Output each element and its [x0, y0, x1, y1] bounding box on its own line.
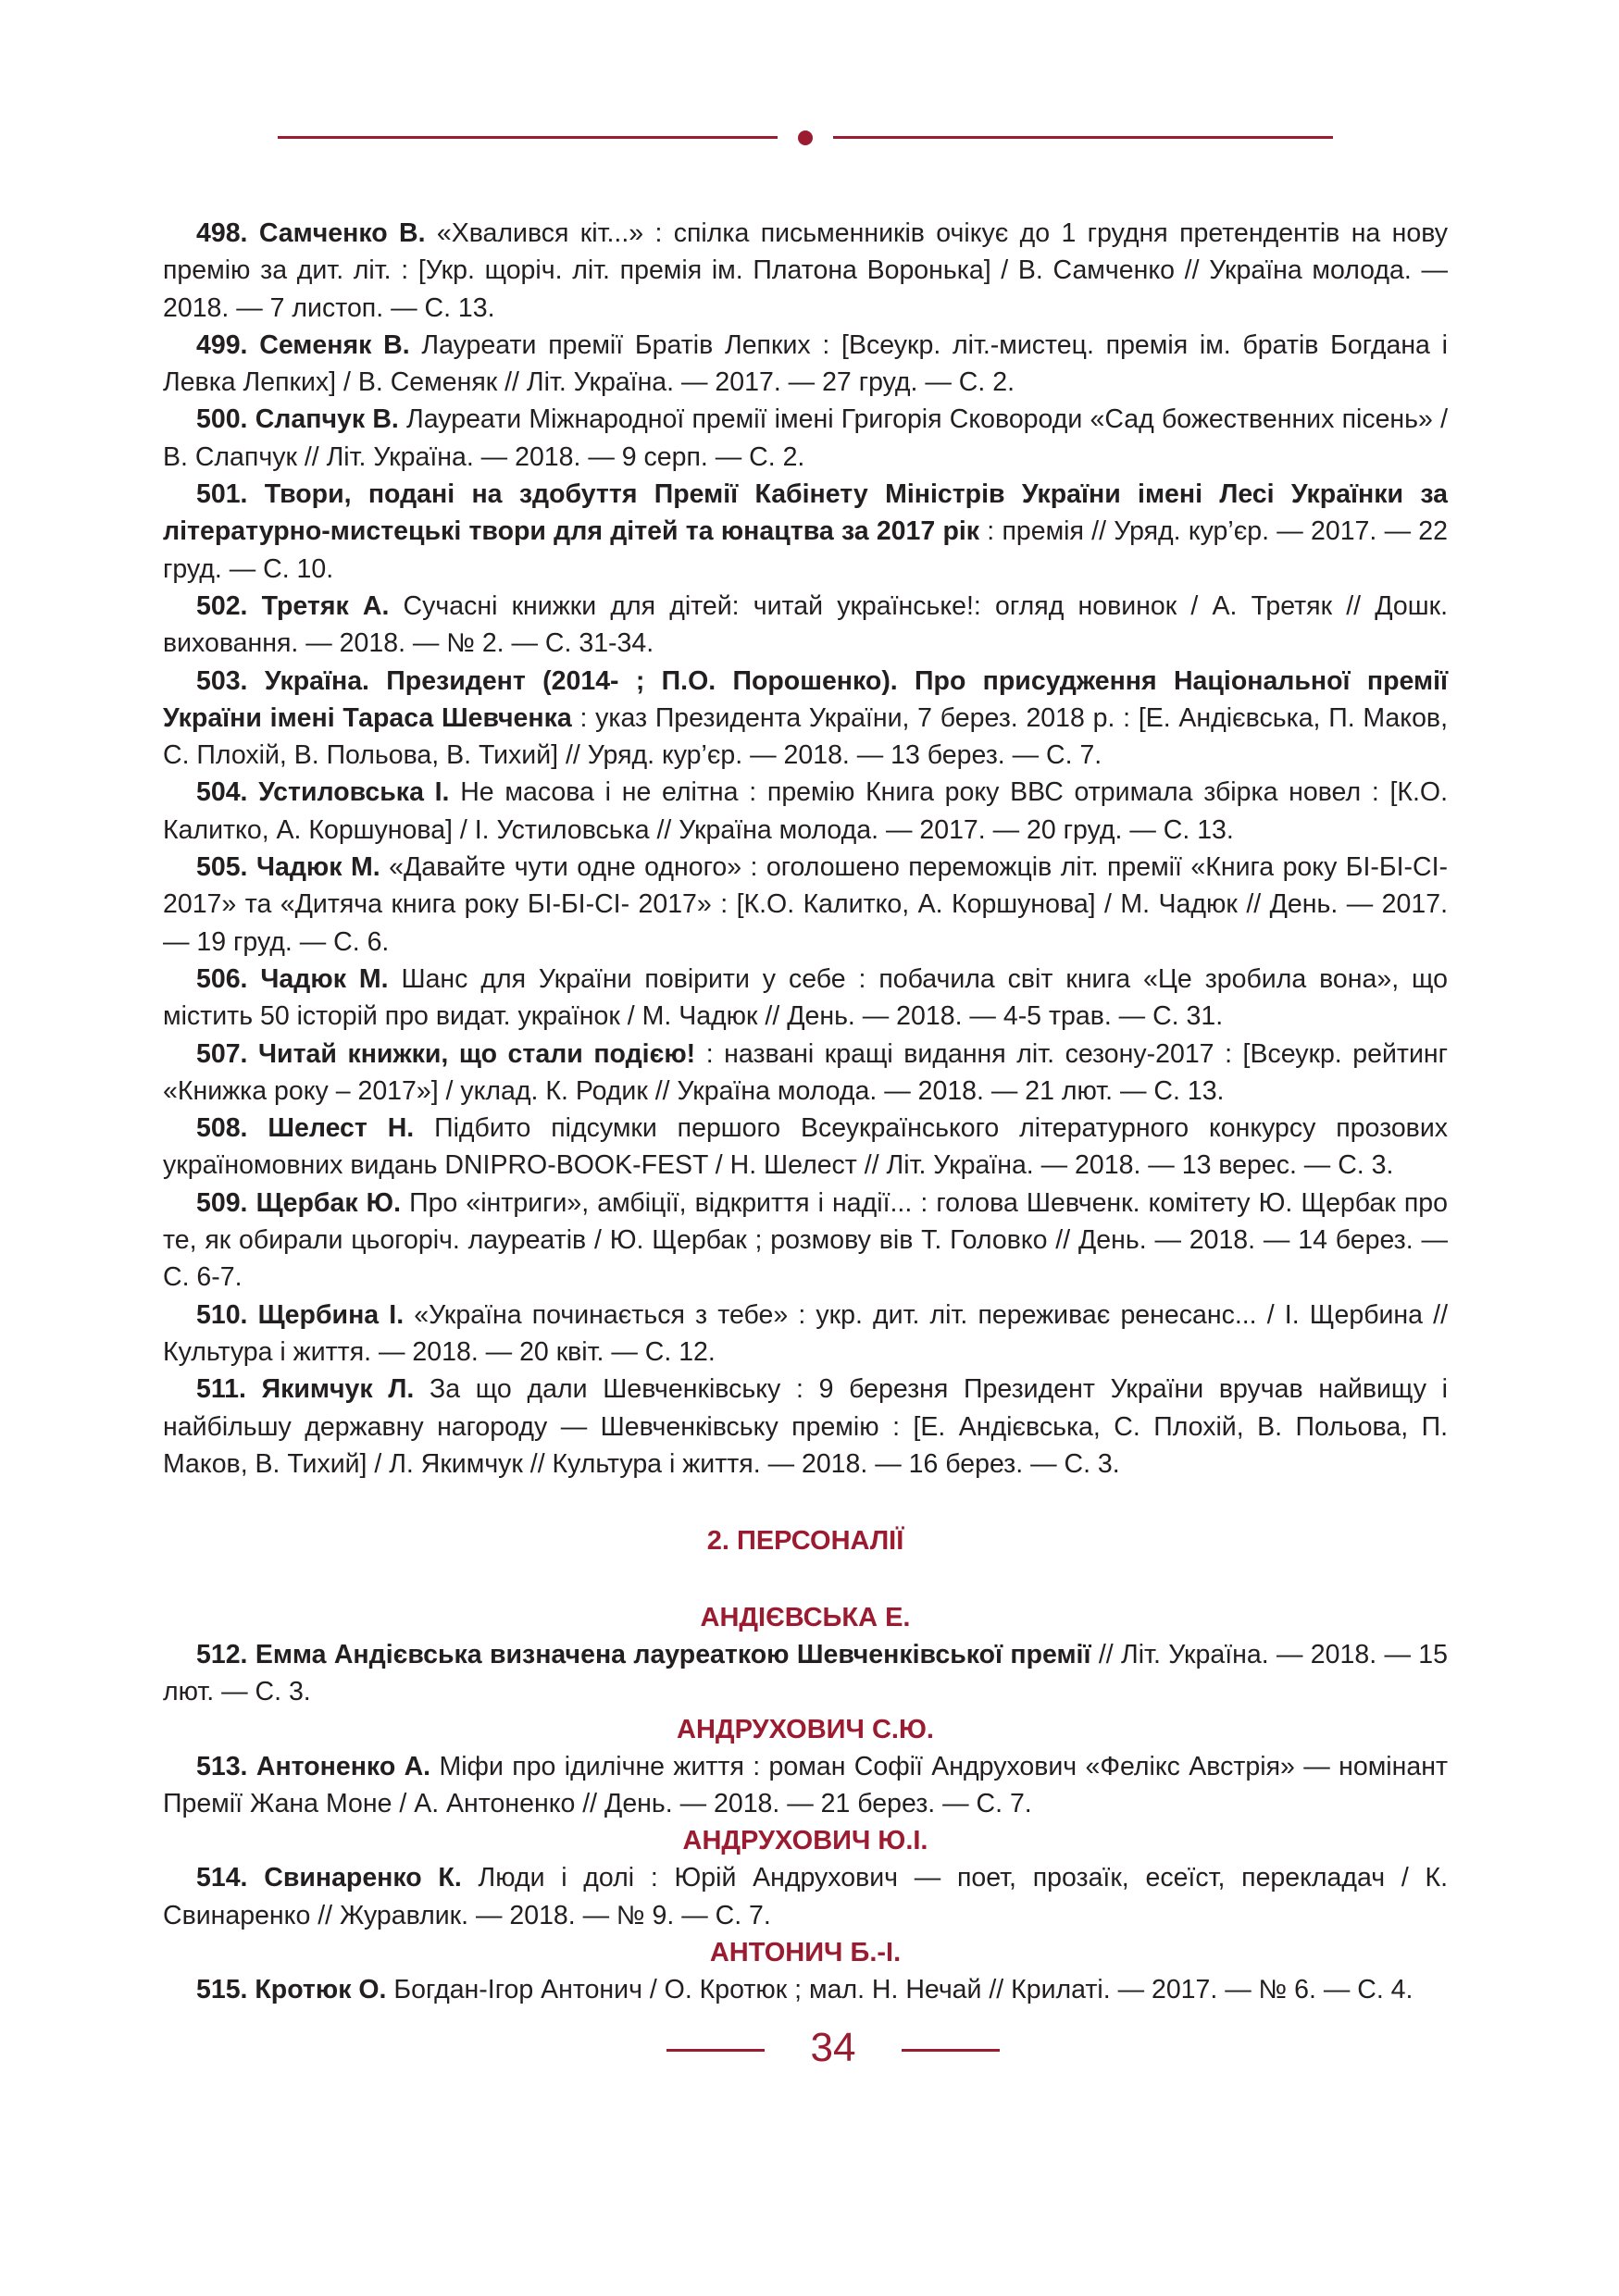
bibliography-entry: 515. Кротюк О. Богдан-Ігор Антонич / О. Кротюк ; мал. Н. Нечай // Крилаті. — 2017. — № 6. — С. 4. — [196, 1974, 1414, 2004]
person-heading: АНДРУХОВИЧ С.Ю. — [677, 1714, 934, 1744]
section-title: 2. ПЕРСОНАЛІЇ — [706, 1526, 904, 1557]
bibliography-entry: 511. Якимчук Л. За що дали Шевченківську : 9 березня Президент України вручав найвищу і найбільшу державну нагороду — Шевченківську премію : [Е. Андієвська, С. Плохій, В. Польова, П. Маков, В. Тихий] / Л. Якимчук // Культура і життя. — 2018. — 16 берез. — С. 3. — [163, 1374, 1448, 1479]
persons-section — [163, 1599, 1448, 2008]
bibliography-entry: 513. Антоненко А. Міфи про ідилічне життя : роман Софії Андрухович «Фелікс Австрія» — номінант Премії Жана Моне / А. Антоненко // День. — 2018. — 21 берез. — С. 7. — [163, 1751, 1449, 1818]
bibliography-entry: 507. Читай книжки, що стали подією! : названі кращі видання літ. сезону-2017 : [Всеукр. рейтинг «Книжка року – 2017»] / уклад. К. Родик // Україна молода. — 2018. — 21 лют. — С. 13. — [163, 1038, 1448, 1106]
bibliography-entry: 514. Свинаренко К. Люди і долі : Юрій Андрухович — поет, прозаїк, есеїст, перекладач / К. Свинаренко // Журавлик. — 2018. — № 9. — С. 7. — [163, 1863, 1448, 1930]
bibliography-entry: 509. Щербак Ю. Про «інтриги», амбіції, відкриття і надії... : голова Шевченк. комітету Ю. Щербак про те, як обирали цьогоріч. лауреатів / Ю. Щербак ; розмову вів Т. Головко // День. — 2018. — 14 берез. — С. 6-7. — [163, 1187, 1448, 1293]
bibliography-entry: 504. Устиловська І. Не масова і не елітна : премію Книга року ВВС отримала збірка новел : [К.О. Калитко, А. Коршунова] / І. Устиловська // Україна молода. — 2017. — 20 груд. — С. 13. — [163, 777, 1448, 845]
person-heading: АНТОНИЧ Б.-І. — [709, 1937, 902, 1967]
entries-list — [163, 215, 1448, 1483]
ornament-line-left — [278, 136, 778, 139]
bibliography-entry: 502. Третяк А. Сучасні книжки для дітей: читай українське!: огляд новинок / А. Третяк // Дошк. виховання. — 2018. — № 2. — С. 31-34. — [163, 590, 1448, 659]
bibliography-entry: 506. Чадюк М. Шанс для України повірити у себе : побачила світ книга «Це зробила вона», що містить 50 історій про видат. українок / М. Чадюк // День. — 2018. — 4-5 трав. — С. 31. — [163, 963, 1449, 1032]
person-heading: АНДІЄВСЬКА Е. — [700, 1603, 911, 1633]
bibliography-entry: 499. Семеняк В. Лауреати премії Братів Лепких : [Всеукр. літ.-мистец. премія ім. братів Богдана і Левка Лепких] / В. Семеняк // Літ. Україна. — 2017. — 27 груд. — С. 2. — [163, 329, 1449, 398]
ornament-dot — [798, 130, 813, 145]
bibliography-entry: 500. Слапчук В. Лауреати Міжнародної премії імені Григорія Сковороди «Сад божественних пісень» / В. Слапчук // Літ. Україна. — 2018. — 9 серп. — С. 2. — [163, 404, 1449, 472]
bibliography-entry: 512. Емма Андієвська визначена лауреаткою Шевченківської премії // Літ. Україна. — 2018. — 15 лют. — С. 3. — [163, 1640, 1448, 1707]
bibliography-content — [163, 215, 1448, 2008]
page-number: 34 — [810, 2025, 856, 2070]
footer-line-right — [902, 2049, 1000, 2052]
bibliography-entry: 508. Шелест Н. Підбито підсумки першого Всеукраїнського літературного конкурсу прозових україномовних видань DNIPRO-BOOK-FEST / Н. Шелест // Літ. Україна. — 2018. — 13 верес. — С. 3. — [163, 1113, 1448, 1181]
bibliography-entry: 510. Щербина І. «Україна починається з тебе» : укр. дит. літ. переживає ренесанс... / І. Щербина // Культура і життя. — 2018. — 20 квіт. — С. 12. — [163, 1299, 1449, 1367]
bibliography-entry: 501. Твори, подані на здобуття Премії Кабінету Міністрів України імені Лесі Українки за літературно-мистецькі твори для дітей та юнацтва за 2017 рік : премія // Уряд. кур’єр. — 2017. — 22 груд. — С. 10. — [163, 479, 1449, 584]
page-footer — [648, 2020, 1037, 2076]
bibliography-entry: 503. Україна. Президент (2014- ; П.О. Порошенко). Про присудження Національної премії України імені Тараса Шевченка : указ Президента України, 7 берез. 2018 р. : [Е. Андієвська, П. Маков, С. Плохій, В. Польова, В. Тихий] // Уряд. кур’єр. — 2018. — 13 берез. — С. 7. — [163, 665, 1448, 771]
ornament-line-right — [833, 136, 1333, 139]
bibliography-entry: 505. Чадюк М. «Давайте чути одне одного» : оголошено переможців літ. премії «Книга року БІ-БІ-СІ- 2017» та «Дитяча книга року БІ-БІ-СІ- 2017» : [К.О. Калитко, А. Коршунова] / М. Чадюк // День. — 2017. — 19 груд. — С. 6. — [163, 852, 1448, 957]
top-ornament — [278, 130, 1333, 145]
bibliography-entry: 498. Самченко В. «Хвалився кіт...» : спілка письменників очікує до 1 грудня претендентів на нову премію за дит. літ. : [Укр. щоріч. літ. премія ім. Платона Воронька] / В. Самченко // Україна молода. — 2018. — 7 листоп. — С. 13. — [163, 218, 1448, 323]
person-heading: АНДРУХОВИЧ Ю.І. — [682, 1826, 928, 1856]
